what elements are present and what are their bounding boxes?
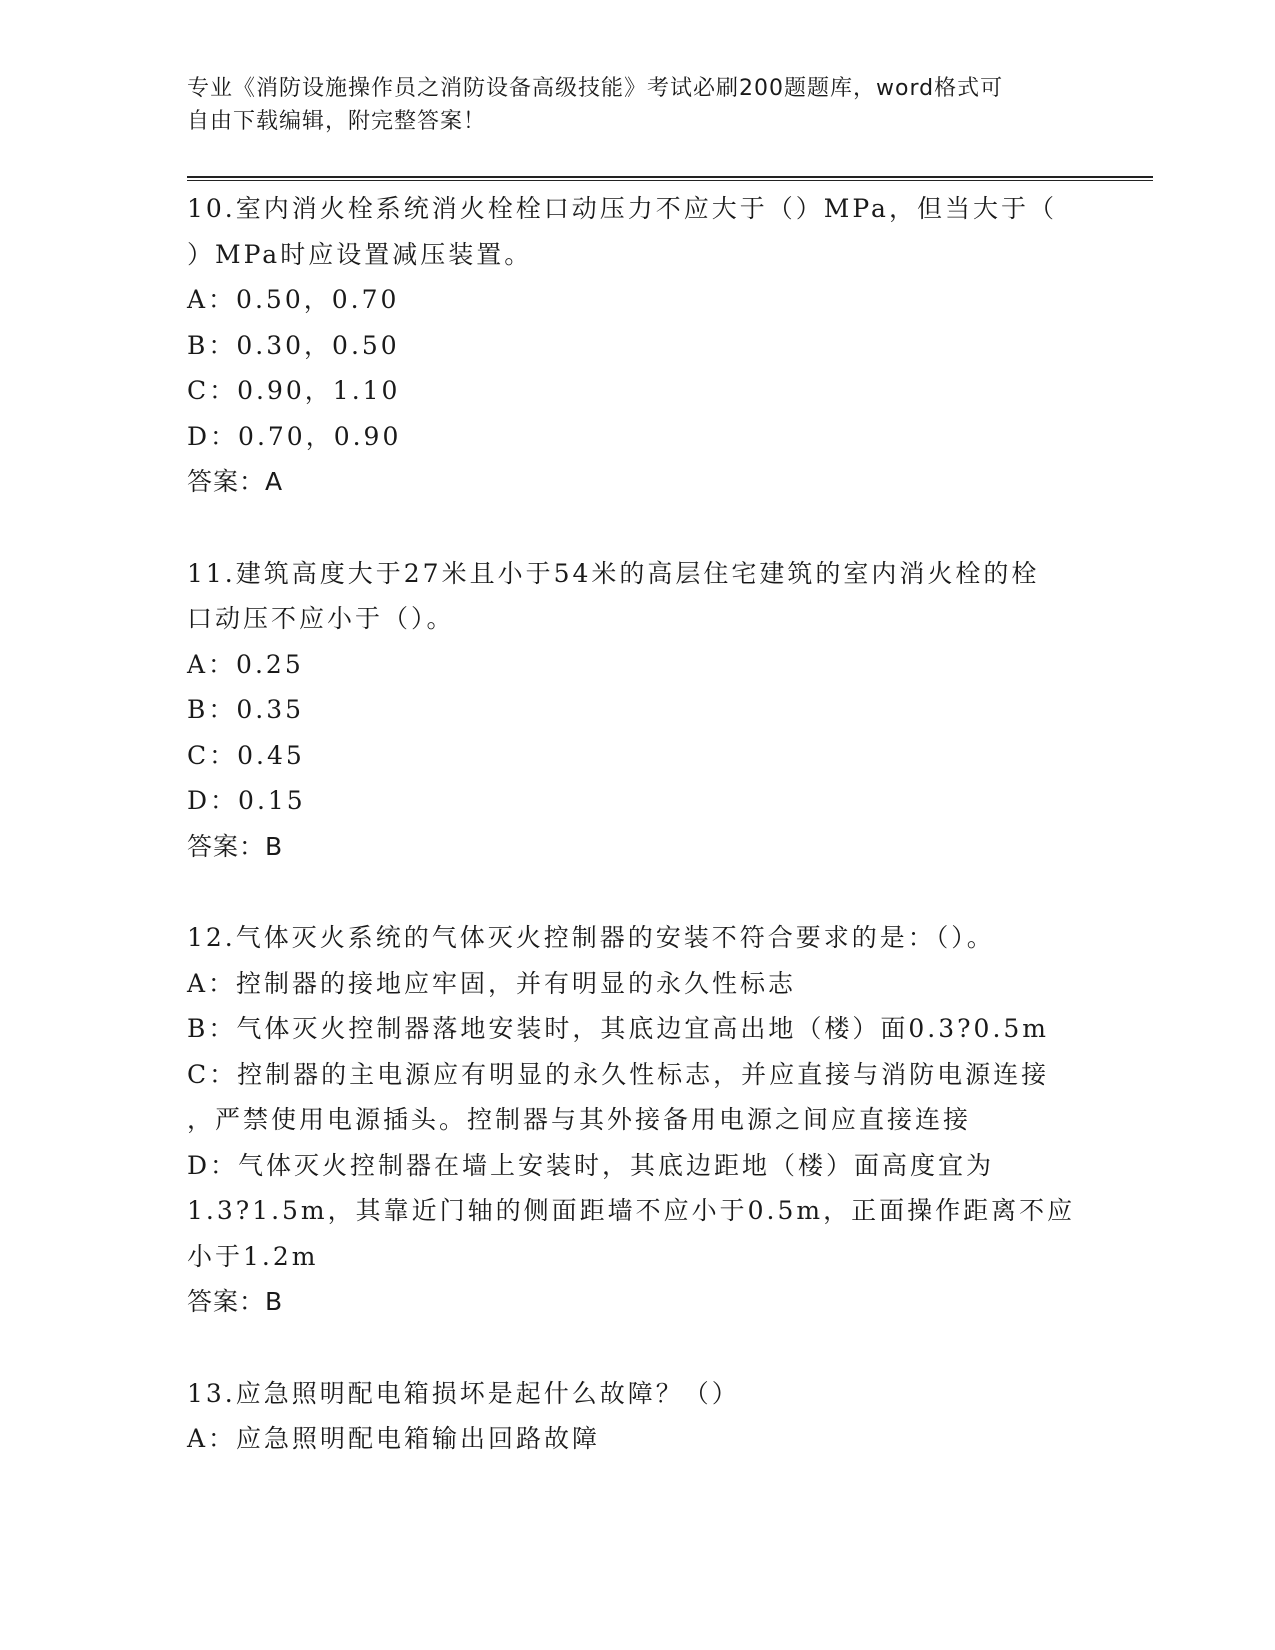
- question-stem: 12.气体灭火系统的气体灭火控制器的安装不符合要求的是：（）。: [187, 923, 995, 952]
- option-a: A：0.25: [187, 649, 304, 679]
- question-stem: 10.室内消火栓系统消火栓栓口动压力不应大于（）MPa，但当大于（: [187, 194, 1057, 223]
- answer-line: 答案：B: [187, 831, 284, 861]
- option-c: C：0.45: [187, 740, 305, 770]
- question-stem: 11.建筑高度大于27米且小于54米的高层住宅建筑的室内消火栓的栓: [187, 558, 1040, 588]
- question-stem: 13.应急照明配电箱损坏是起什么故障？（）: [187, 1378, 740, 1408]
- option-c-continued: ，严禁使用电源插头。控制器与其外接备用电源之间应直接连接: [187, 1105, 972, 1134]
- question-13: [187, 1371, 1067, 1462]
- answer-line: 答案：B: [187, 1287, 284, 1316]
- answer-line: 答案：A: [187, 467, 284, 496]
- option-d: D：0.70，0.90: [187, 421, 402, 451]
- option-c: C：0.90，1.10: [187, 376, 401, 405]
- option-d-continued: 1.3?1.5m，其靠近门轴的侧面距墙不应小于0.5m，正面操作距离不应: [187, 1196, 1076, 1225]
- option-c: C：控制器的主电源应有明显的永久性标志，并应直接与消防电源连接: [187, 1059, 1050, 1089]
- option-b: B：0.30，0.50: [187, 330, 400, 360]
- option-b: B：气体灭火控制器落地安装时，其底边宜高出地（楼）面0.3?0.5m: [187, 1014, 1049, 1043]
- question-stem: ）MPa时应设置减压装置。: [187, 239, 533, 269]
- header-line-1: 专业《消防设施操作员之消防设备高级技能》考试必刷200题题库，word格式可: [187, 76, 1004, 101]
- question-11: [187, 551, 1067, 870]
- option-a: A：0.50，0.70: [187, 285, 400, 314]
- document-header: [187, 72, 1067, 138]
- option-a: A：应急照明配电箱输出回路故障: [187, 1424, 601, 1453]
- header-line-2: 自由下载编辑，附完整答案！: [187, 109, 487, 134]
- question-list: [187, 186, 1076, 1508]
- option-d: D：0.15: [187, 786, 306, 815]
- option-d-continued: 小于1.2m: [187, 1241, 319, 1271]
- option-b: B：0.35: [187, 695, 305, 724]
- option-d: D：气体灭火控制器在墙上安装时，其底边距地（楼）面高度宜为: [187, 1150, 995, 1180]
- question-stem: 口动压不应小于（）。: [187, 604, 455, 633]
- question-12: [187, 915, 1076, 1325]
- question-10: [187, 186, 1067, 505]
- header-divider: [187, 176, 1153, 181]
- option-a: A：控制器的接地应牢固，并有明显的永久性标志: [187, 968, 797, 998]
